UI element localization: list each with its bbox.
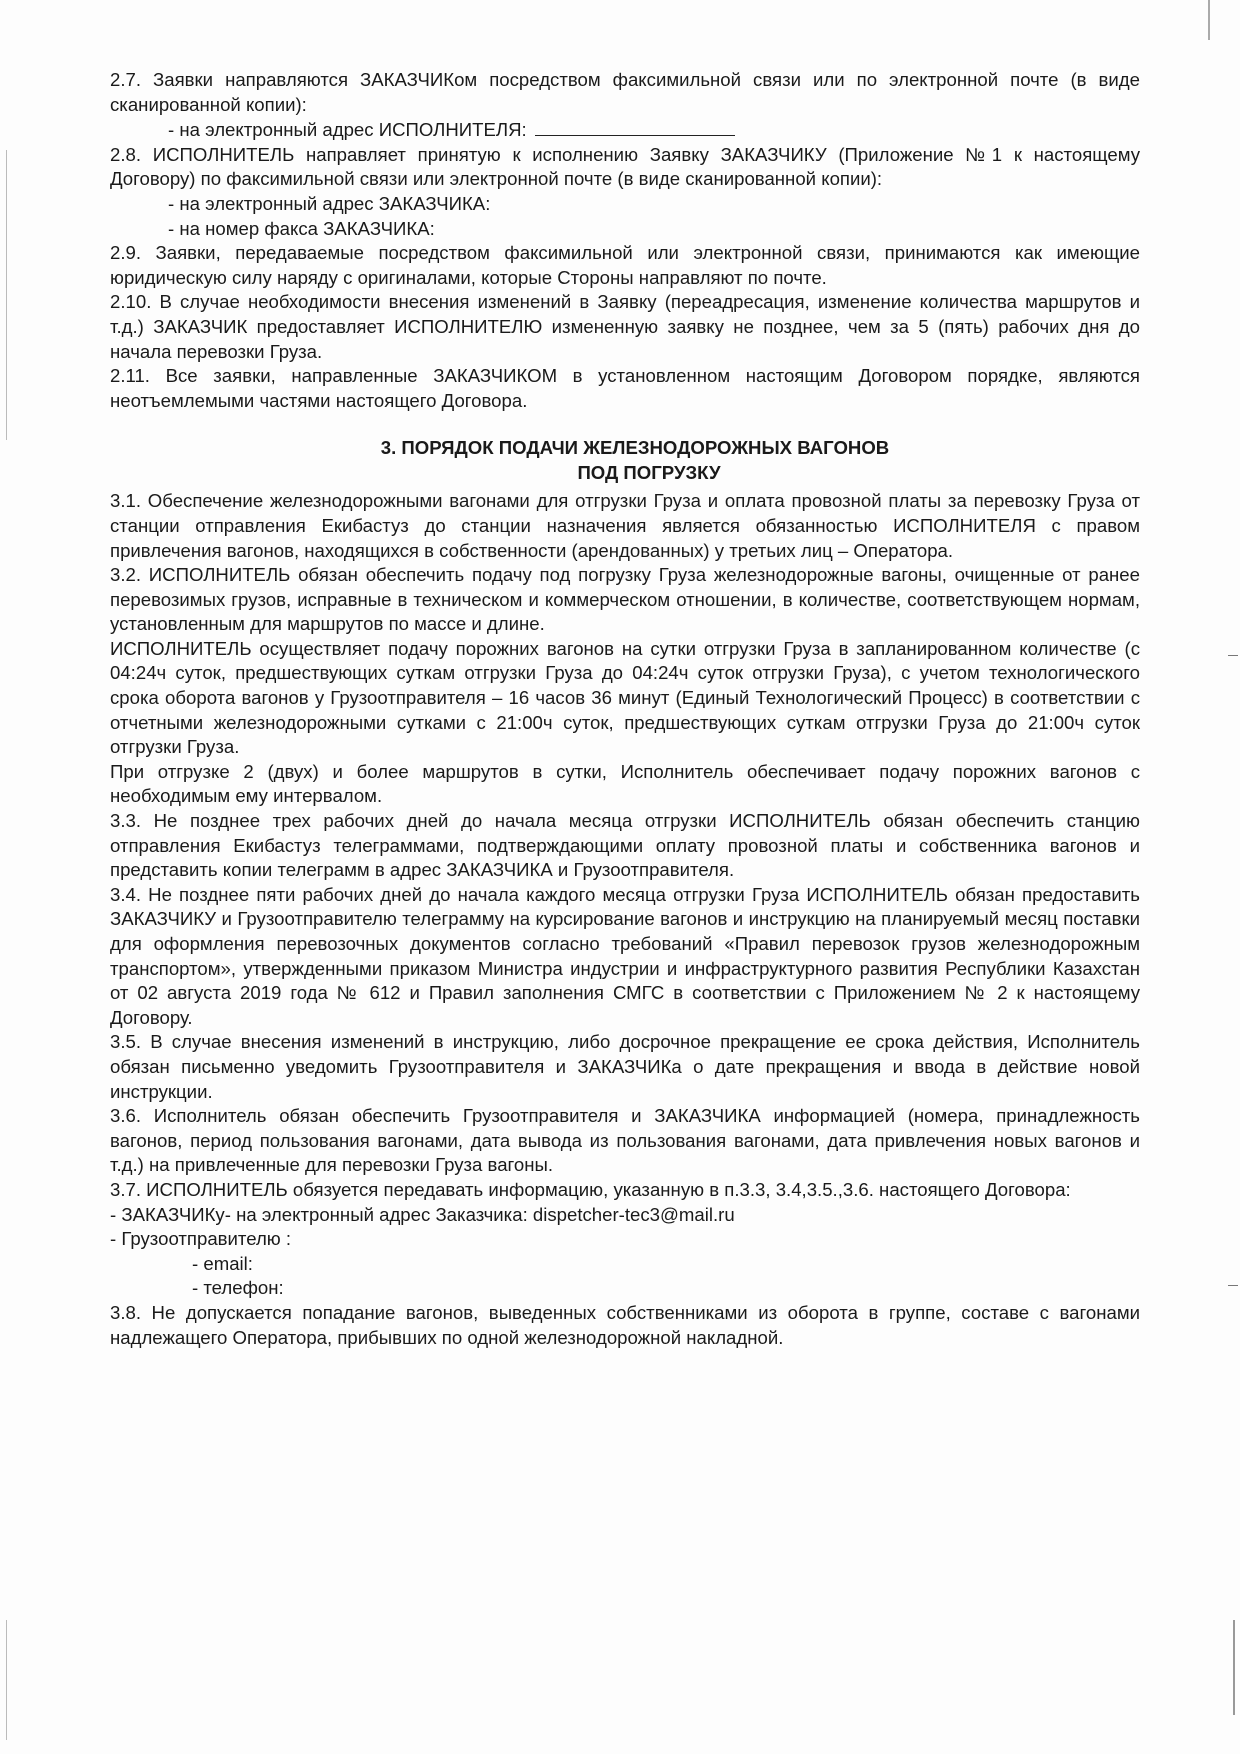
paragraph-3-6: 3.6. Исполнитель обязан обеспечить Грузоотправителя и ЗАКАЗЧИКА информацией (номера, принадлежность вагонов, период пользования вагонами, дата вывода из пользования вагонами, дата привлечения новых вагонов и т.д.) на привлеченные для перевозки Груза вагоны.	[110, 1105, 1140, 1176]
paragraph-3-3: 3.3. Не позднее трех рабочих дней до начала месяца отгрузки ИСПОЛНИТЕЛЬ обязан обеспечить станцию отправления Екибастуз телеграммами, подтверждающими оплату провозной платы и собственника вагонов и представить копии телеграмм в адрес ЗАКАЗЧИКА и Грузоотправителя.	[110, 810, 1140, 881]
scan-artifact-top-right	[1208, 0, 1210, 40]
section-3-title-line-2: ПОД ПОГРУЗКУ	[577, 462, 721, 484]
paragraph-3-7-customer-email: - ЗАКАЗЧИКу- на электронный адрес Заказчика: dispetcher-tec3@mail.ru	[110, 1203, 735, 1225]
scan-artifact-left-1	[6, 150, 7, 440]
paragraph-2-7: 2.7. Заявки направляются ЗАКАЗЧИКом посредством факсимильной связи или по электронной почте (в виде сканированной копии):	[110, 69, 1140, 115]
paragraph-2-10: 2.10. В случае необходимости внесения изменений в Заявку (переадресация, изменение количества маршрутов и т.д.) ЗАКАЗЧИК предоставляет ИСПОЛНИТЕЛЮ измененную заявку не позднее, чем за 5 (пять) рабочих дня до начала перевозки Груза.	[110, 291, 1140, 362]
paragraph-2-8-customer-email: - на электронный адрес ЗАКАЗЧИКА:	[168, 192, 491, 214]
paragraph-3-8: 3.8. Не допускается попадание вагонов, выведенных собственниками из оборота в группе, составе с вагонами надлежащего Оператора, прибывших по одной железнодорожной накладной.	[110, 1301, 1140, 1348]
paragraph-2-11: 2.11. Все заявки, направленные ЗАКАЗЧИКОМ в установленном настоящим Договором порядке, являются неотъемлемыми частями настоящего Договора.	[110, 365, 1140, 411]
paragraph-3-7-shipper: - Грузоотправителю :	[110, 1228, 292, 1250]
paragraph-3-1: 3.1. Обеспечение железнодорожными вагонами для отгрузки Груза и оплата провозной платы за перевозку Груза от станции отправления Екибастуз до станции назначения является обязанностью ИСПОЛНИТЕЛЯ с правом привлечения вагонов, находящихся в собственности (арендованных) у третьих лиц – Оператора.	[110, 490, 1140, 561]
paragraph-3-7-shipper-phone: - телефон:	[192, 1277, 284, 1299]
executor-email-blank-line	[535, 117, 735, 136]
scan-artifact-left-2	[6, 1620, 7, 1740]
paragraph-3-7: 3.7. ИСПОЛНИТЕЛЬ обязуется передавать информацию, указанную в п.3.3, 3.4,3.5.,3.6. настоящего Договора:	[110, 1178, 1071, 1200]
paragraph-3-4: 3.4. Не позднее пяти рабочих дней до начала каждого месяца отгрузки Груза ИСПОЛНИТЕЛЬ обязан предоставить ЗАКАЗЧИКУ и Грузоотправителю телеграмму на курсирование вагонов и инструкцию на планируемый месяц поставки для оформления перевозочных документов согласно требований «Правил перевозок грузов железнодорожным транспортом», утвержденными приказом Министра индустрии и инфраструктурного развития Республики Казахстан от 02 августа 2019 года № 612 и Правил заполнения СМГС в соответствии с Приложением № 2 к настоящему Договору.	[110, 883, 1140, 1028]
paragraph-2-9: 2.9. Заявки, передаваемые посредством факсимильной или электронной связи, принимаются как имеющие юридическую силу наряду с оригиналами, которые Стороны направляют по почте.	[110, 242, 1140, 288]
section-3-title-line-1: 3. ПОРЯДОК ПОДАЧИ ЖЕЛЕЗНОДОРОЖНЫХ ВАГОНОВ	[380, 437, 890, 459]
paragraph-3-2: 3.2. ИСПОЛНИТЕЛЬ обязан обеспечить подачу под погрузку Груза железнодорожные вагоны, очищенные от ранее перевозимых грузов, исправные в техническом и коммерческом отношении, в количестве, соответствующем нормам, установленным для маршрутов по массе и длине.	[110, 564, 1140, 635]
scan-artifact-right-2	[1228, 1285, 1238, 1286]
paragraph-2-8: 2.8. ИСПОЛНИТЕЛЬ направляет принятую к исполнению Заявку ЗАКАЗЧИКУ (Приложение №1 к настоящему Договору) по факсимильной связи или электронной почте (в виде сканированной копии):	[110, 143, 1140, 190]
paragraph-3-2-interval: При отгрузке 2 (двух) и более маршрутов в сутки, Исполнитель обеспечивает подачу порожних вагонов с необходимым ему интервалом.	[110, 760, 1140, 807]
section-3-heading	[110, 435, 1140, 485]
paragraph-3-5: 3.5. В случае внесения изменений в инструкцию, либо досрочное прекращение ее срока действия, Исполнитель обязан письменно уведомить Грузоотправителя и ЗАКАЗЧИКа о дате прекращения и ввода в действие новой инструкции.	[110, 1031, 1140, 1102]
executor-email-label: - на электронный адрес ИСПОЛНИТЕЛЯ:	[168, 119, 527, 141]
scan-artifact-right-3	[1233, 1620, 1235, 1715]
paragraph-3-7-shipper-email: - email:	[192, 1252, 253, 1274]
paragraph-2-8-customer-fax: - на номер факса ЗАКАЗЧИКА:	[168, 217, 435, 239]
document-body	[110, 68, 1140, 1350]
paragraph-3-2-delivery: ИСПОЛНИТЕЛЬ осуществляет подачу порожних вагонов на сутки отгрузки Груза в запланированном количестве (с 04:24ч суток, предшествующих суткам отгрузки Груза до 04:24ч суток отгрузки Груза), с учетом технологического срока оборота вагонов у Грузоотправителя – 16 часов 36 минут (Единый Технологический Процесс) в соответствии с отчетными железнодорожными сутками с 21:00ч суток, предшествующих суткам отгрузки Груза до 21:00ч суток отгрузки Груза.	[110, 637, 1140, 758]
paragraph-2-7-executor-email	[110, 117, 1140, 143]
scan-artifact-right-1	[1228, 655, 1238, 656]
